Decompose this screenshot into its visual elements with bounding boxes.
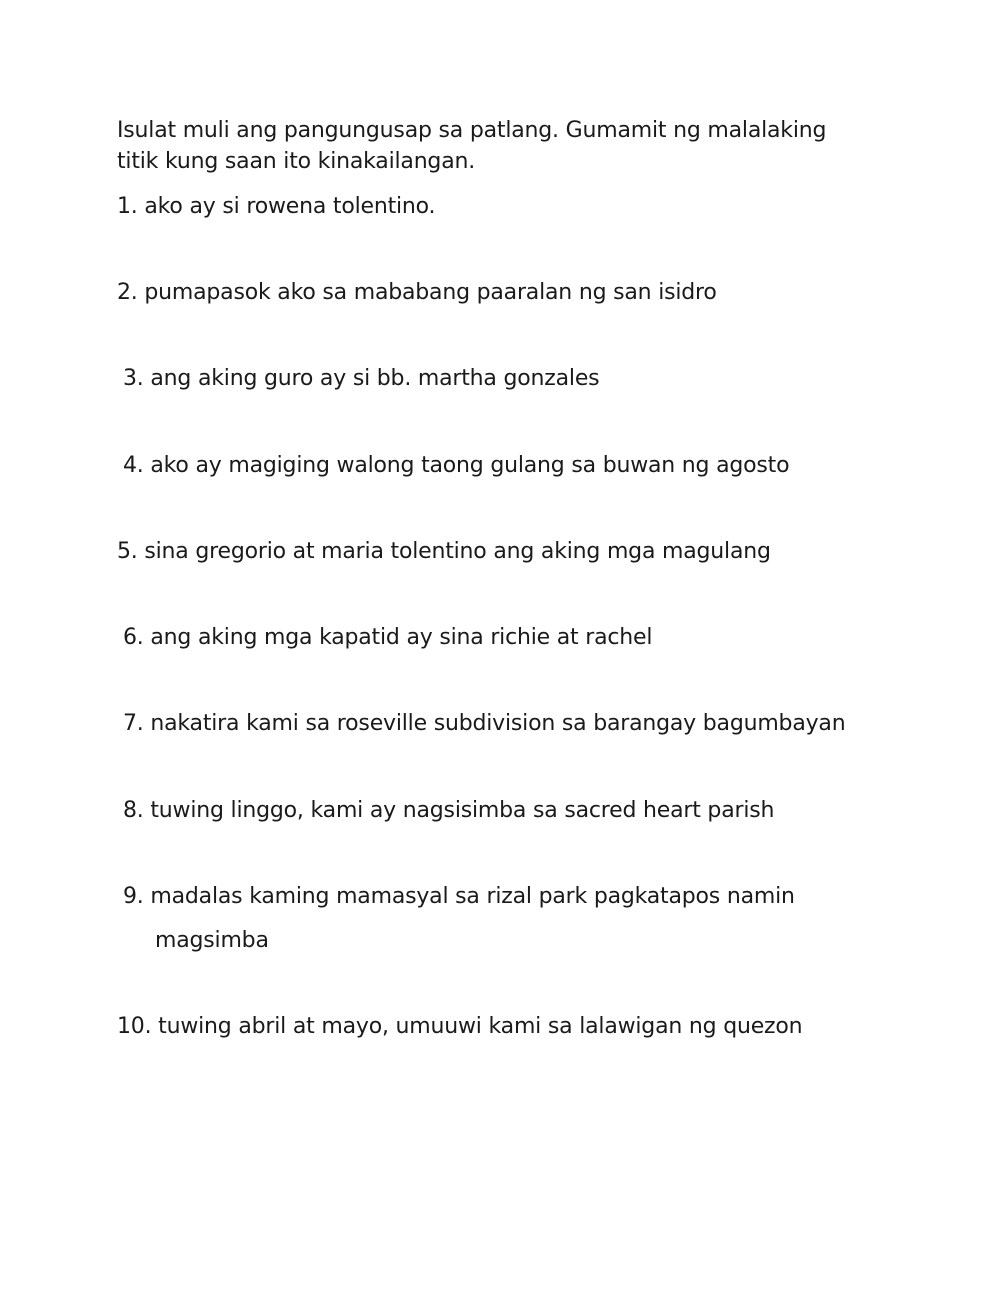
sentence-item-3: 3. ang aking guro ay si bb. martha gonzales bbox=[123, 366, 600, 391]
instruction-line-1: Isulat muli ang pangungusap sa patlang. Gumamit ng malalaking bbox=[117, 118, 827, 143]
sentence-item-9-continuation: magsimba bbox=[155, 928, 269, 953]
sentence-item-1: 1. ako ay si rowena tolentino. bbox=[117, 194, 436, 219]
sentence-item-9: 9. madalas kaming mamasyal sa rizal park pagkatapos namin bbox=[123, 884, 795, 909]
sentence-item-10: 10. tuwing abril at mayo, umuuwi kami sa lalawigan ng quezon bbox=[117, 1014, 803, 1039]
sentence-item-2: 2. pumapasok ako sa mababang paaralan ng san isidro bbox=[117, 280, 717, 305]
instruction-line-2: titik kung saan ito kinakailangan. bbox=[117, 149, 476, 174]
sentence-item-8: 8. tuwing linggo, kami ay nagsisimba sa sacred heart parish bbox=[123, 798, 775, 823]
sentence-item-5: 5. sina gregorio at maria tolentino ang aking mga magulang bbox=[117, 539, 771, 564]
sentence-item-7: 7. nakatira kami sa roseville subdivision sa barangay bagumbayan bbox=[123, 711, 846, 736]
sentence-item-6: 6. ang aking mga kapatid ay sina richie at rachel bbox=[123, 625, 653, 650]
sentence-item-4: 4. ako ay magiging walong taong gulang sa buwan ng agosto bbox=[123, 453, 790, 478]
